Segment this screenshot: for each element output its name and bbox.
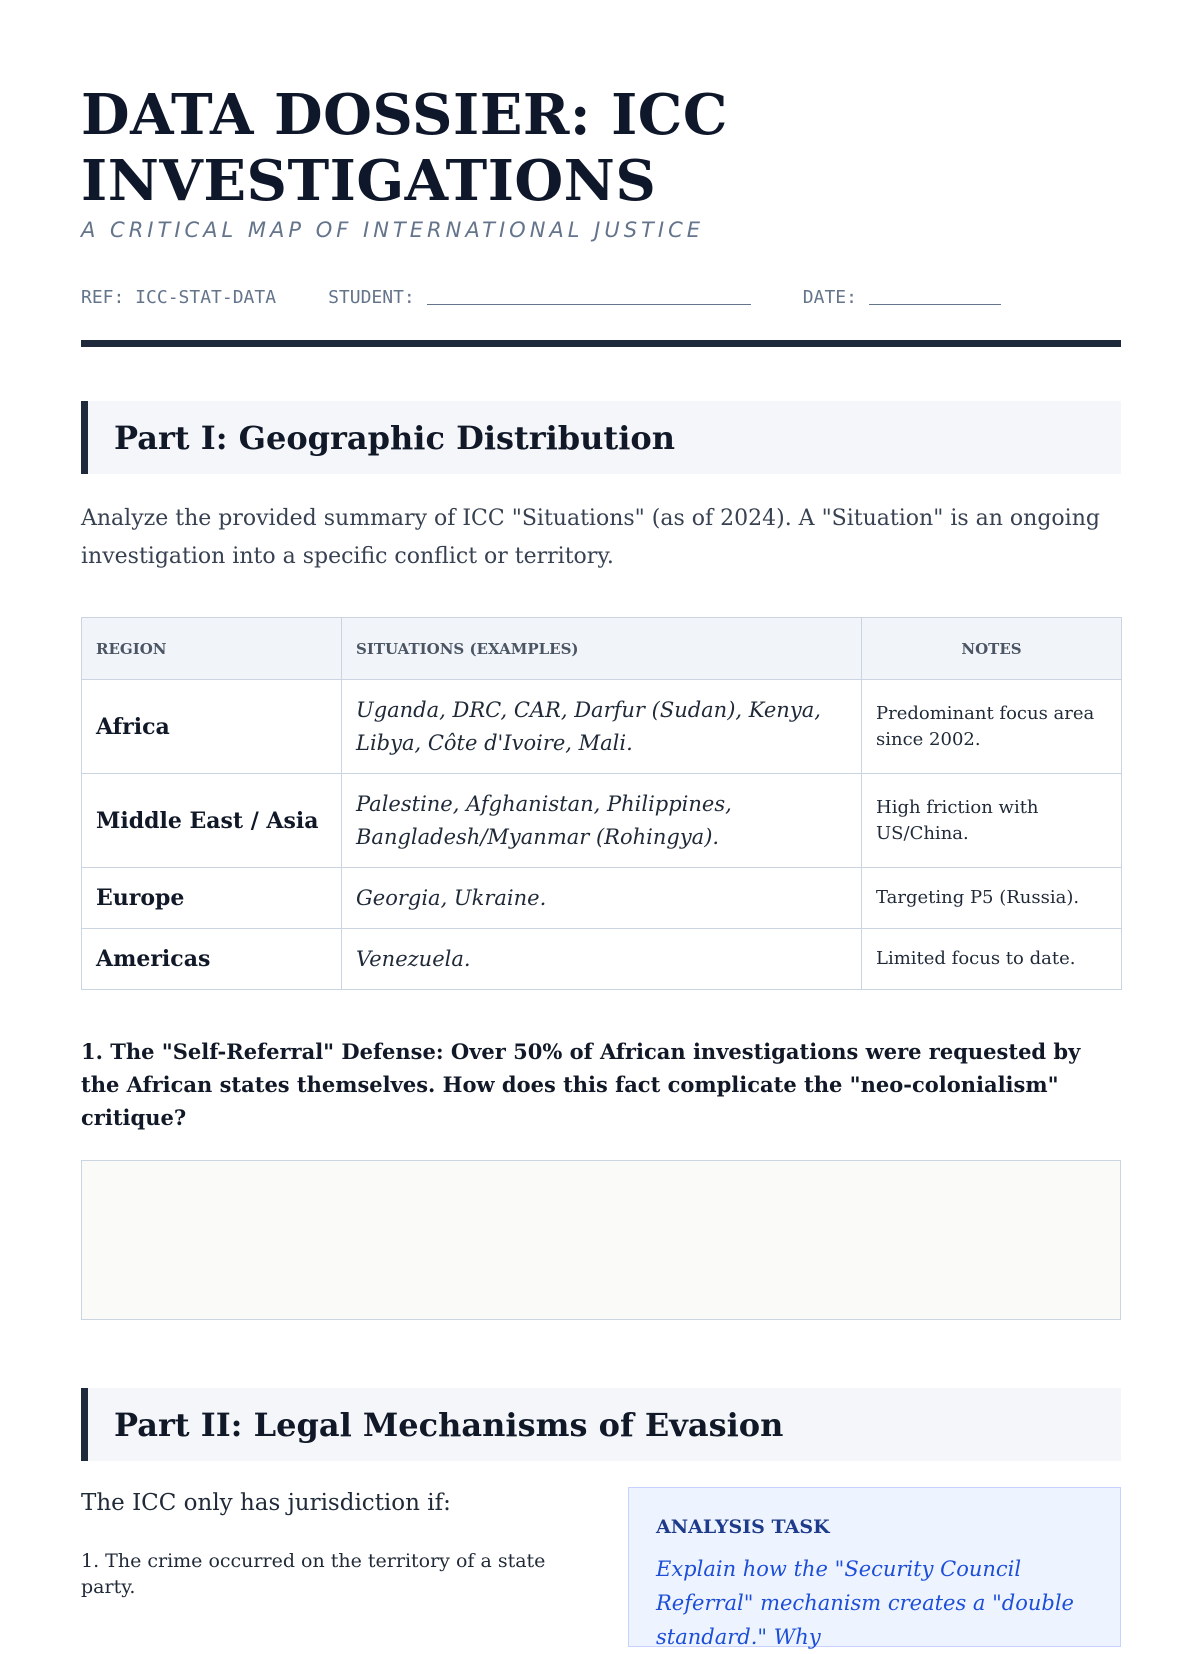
notes-cell: Predominant focus area since 2002. [862,680,1122,774]
jurisdiction-condition-1: 1. The crime occurred on the territory of a state party. [81,1550,546,1598]
analysis-task-box [628,1487,1121,1647]
question-1: 1. The "Self-Referral" Defense: Over 50% of African investigations were requested by the African states themselves. How does this fact complicate the "neo-colonialism" critique? [81,1039,1081,1130]
column-header-notes: NOTES [862,618,1122,680]
section-header-part2 [81,1388,1121,1461]
analysis-task-title: ANALYSIS TASK [656,1516,830,1538]
date-label: DATE: [802,287,857,308]
region-cell: Americas [82,929,342,990]
section-title-part2: Part II: Legal Mechanisms of Evasion [114,1406,784,1444]
table-header-row [82,618,1122,680]
region-cell: Europe [82,868,342,929]
section-title-part1: Part I: Geographic Distribution [114,419,675,457]
date-blank[interactable] [869,286,1001,305]
table-row [82,929,1122,990]
student-label: STUDENT: [328,287,415,308]
section-header-part1 [81,401,1121,474]
table-row [82,680,1122,774]
jurisdiction-intro: The ICC only has jurisdiction if: [81,1490,451,1516]
page-subtitle: A CRITICAL MAP OF INTERNATIONAL JUSTICE [81,218,705,242]
analysis-task-text: Explain how the "Security Council Referral" mechanism creates a "double standard." Why [656,1557,1074,1649]
column-header-situations: SITUATIONS (EXAMPLES) [342,618,862,680]
situations-cell: Uganda, DRC, CAR, Darfur (Sudan), Kenya, Libya, Côte d'Ivoire, Mali. [342,680,862,774]
situations-cell: Venezuela. [342,929,862,990]
table-row [82,774,1122,868]
situations-cell: Palestine, Afghanistan, Philippines, Bangladesh/Myanmar (Rohingya). [342,774,862,868]
part1-intro: Analyze the provided summary of ICC "Situations" (as of 2024). A "Situation" is an ongoing investigation into a specific conflict or territory. [81,506,1100,569]
table-row [82,868,1122,929]
situations-cell: Georgia, Ukraine. [342,868,862,929]
notes-cell: High friction with US/China. [862,774,1122,868]
column-header-region: REGION [82,618,342,680]
page-title: DATA DOSSIER: ICC INVESTIGATIONS [81,82,728,214]
answer-box-1[interactable] [81,1160,1121,1320]
notes-cell: Targeting P5 (Russia). [862,868,1122,929]
situations-table [81,617,1122,990]
region-cell: Africa [82,680,342,774]
student-name-blank[interactable] [427,286,751,305]
reference-code: REF: ICC-STAT-DATA [81,287,277,308]
header-divider [81,340,1121,347]
meta-line [81,286,1001,308]
notes-cell: Limited focus to date. [862,929,1122,990]
region-cell: Middle East / Asia [82,774,342,868]
